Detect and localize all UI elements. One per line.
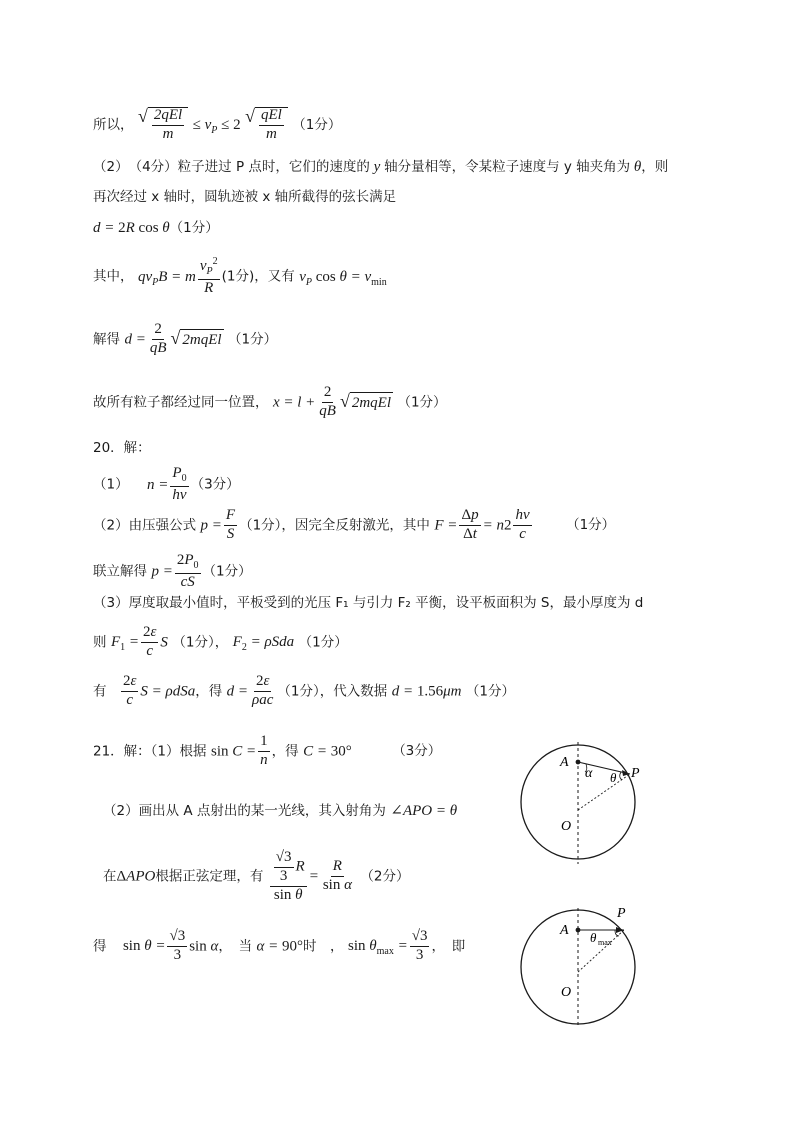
- circle-diagram-2: [518, 900, 643, 1030]
- line-max-theta: 得 sin θ = $\frac{√3}{3}$ sin α， 当 α = 90°时 ， $\sin \theta_{max}$ = $\frac{√3}{3}$ ， 即: [93, 928, 466, 963]
- line-sine-law: 在ΔAPO根据正弦定理，有 $\frac{√3}{3}$ R sin θ = $\frac{R}{\text{sin α}}$ （2分）: [103, 849, 410, 903]
- text-suoyi: 所以，: [93, 116, 134, 133]
- line-photon-count: （1） n = $\frac{P_0}{h\nu}$ （3分）: [93, 465, 240, 503]
- line-d-formula: d = 2R cos θ（1分）: [93, 220, 219, 236]
- label-theta: θ: [590, 930, 597, 945]
- line-same-position: 故所有粒子都经过同一位置， x = l + $\frac{2}{qB}$ √ 2mqEl （1分）: [93, 384, 447, 419]
- line-draw-ray: （2）画出从 A 点射出的某一光线，其入射角为 ∠APO = θ: [103, 803, 458, 819]
- line-pressure: （2）由压强公式 p = $\frac{F}{S}$ （1分），因完全反射激光，其中 F = $\frac{\Delta p}{\Delta t}$ = n2 $\frac{h\nu}{c}$ （1分）: [93, 507, 616, 542]
- label-a: A: [560, 923, 569, 938]
- line-chord: 再次经过 x 轴时，圆轨迹被 x 轴所截得的弦长满足: [93, 189, 397, 205]
- label-o: O: [561, 819, 572, 834]
- line-solve-d: 解得 d = $\frac{2}{qB}$ √ 2mqEl （1分）: [93, 321, 278, 356]
- heading-problem-20: 20．解：: [93, 440, 151, 456]
- line-part2-intro: （2） （4分）粒子进过 P 点时，它们的速度的 y 轴分量相等，令某粒子速度与 y 轴夹角为 θ，则: [93, 159, 669, 175]
- line-forces: 则 $F_1$ = $\frac{2\varepsilon}{c}$ S （1分）， $F_2 = \rho Sda$ （1分）: [93, 624, 348, 659]
- label-p: P: [617, 906, 626, 921]
- label-max: max: [598, 938, 612, 947]
- score-1: （1分）: [292, 116, 342, 133]
- line-critical-angle: 21．解：（1）根据 sin C = $\frac{1}{n}$ ，得 C = 30° （3分）: [93, 733, 442, 768]
- circle-diagram-1: [518, 740, 643, 865]
- formula-sqrt-qEl-m: √ $\frac{\text{qEl}}{m}$: [245, 107, 288, 143]
- line-combined: 联立解得 p = $\frac{2P_0}{cS}$ （1分）: [93, 552, 252, 590]
- label-theta: θ: [610, 770, 617, 785]
- label-a: A: [560, 755, 569, 770]
- label-alpha: α: [585, 766, 593, 781]
- label-o: O: [561, 985, 572, 1000]
- formula-sqrt-2qEl-m: √ $\frac{\text{2qEl}}{m}$: [138, 107, 188, 143]
- radius-op: [578, 930, 624, 972]
- line-min-thickness: （3）厚度取最小值时，平板受到的光压 F₁ 与引力 F₂ 平衡，设平板面积为 S，最小厚度为 d: [93, 595, 644, 611]
- line-range-vp: 所以， √ $\frac{\text{2qEl}}{m}$ ≤ $v_P \le 2$ √ $\frac{\text{qEl}}{m}$ （1分）: [93, 106, 342, 142]
- line-qvB: 其中， $qv_PB = m$ $\frac{v_P^2}{R}$ (1分)，又有 $v_P$ $\cos \theta = v_{min}$: [93, 256, 387, 296]
- line-result-d: 有 $\frac{2\varepsilon}{c}$ S = ρdSa，得 d = $\frac{2\varepsilon}{\text{ρac}}$ （1分），代入数据 d = 1.56μm （1分）: [93, 673, 515, 708]
- label-p: P: [631, 766, 640, 781]
